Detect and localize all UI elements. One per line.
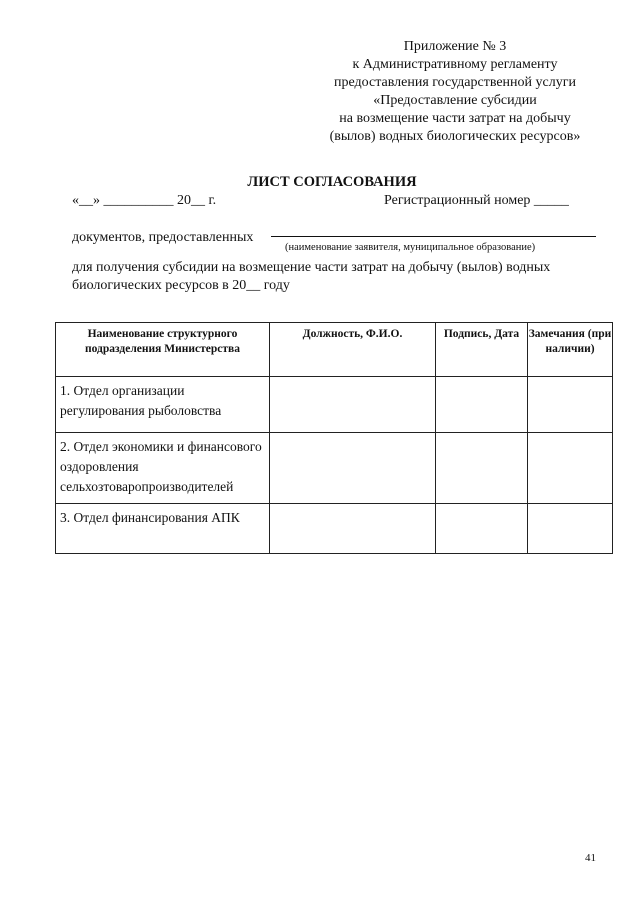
appendix-line: на возмещение части затрат на добычу: [339, 111, 571, 126]
department-cell: 1. Отдел организации регулирования рыболовства: [56, 377, 270, 433]
appendix-line: к Административному регламенту: [352, 57, 558, 72]
appendix-line: «Предоставление субсидии: [373, 93, 537, 108]
column-header-signature: Подпись, Дата: [436, 323, 528, 377]
appendix-line: Приложение № 3: [403, 39, 507, 54]
position-cell: [270, 433, 436, 504]
applicant-name-hint: (наименование заявителя, муниципальное образование): [285, 242, 536, 253]
position-cell: [270, 377, 436, 433]
purpose-text: для получения субсидии на возмещение части затрат на добычу (вылов) водных биологических ресурсов в 20__ году: [72, 260, 551, 293]
appendix-line: предоставления государственной услуги: [334, 75, 576, 90]
signature-cell: [436, 504, 528, 554]
date-field: «__» __________ 20__ г.: [72, 193, 217, 208]
signature-cell: [436, 433, 528, 504]
position-cell: [270, 504, 436, 554]
signature-cell: [436, 377, 528, 433]
department-cell: 3. Отдел финансирования АПК: [56, 504, 270, 554]
page-number: 41: [585, 852, 596, 864]
table-row: [56, 433, 613, 504]
appendix-line: (вылов) водных биологических ресурсов»: [329, 129, 581, 144]
applicant-name-blank: [271, 236, 596, 237]
documents-label: документов, предоставленных: [72, 230, 254, 245]
appendix-header: [300, 38, 610, 146]
column-header-department: Наименование структурного подразделения Министерства: [56, 323, 270, 377]
department-cell: 2. Отдел экономики и финансового оздоровления сельхозтоваропроизводителей: [56, 433, 270, 504]
remarks-cell: [528, 377, 613, 433]
remarks-cell: [528, 433, 613, 504]
table-row: [56, 504, 613, 554]
remarks-cell: [528, 504, 613, 554]
column-header-position: Должность, Ф.И.О.: [270, 323, 436, 377]
document-title: ЛИСТ СОГЛАСОВАНИЯ: [247, 174, 417, 190]
registration-number-field: Регистрационный номер _____: [384, 193, 569, 208]
table-row: [56, 377, 613, 433]
table-header-row: [56, 323, 613, 377]
approval-table: [55, 322, 613, 554]
column-header-remarks: Замечания (при наличии): [528, 323, 613, 377]
